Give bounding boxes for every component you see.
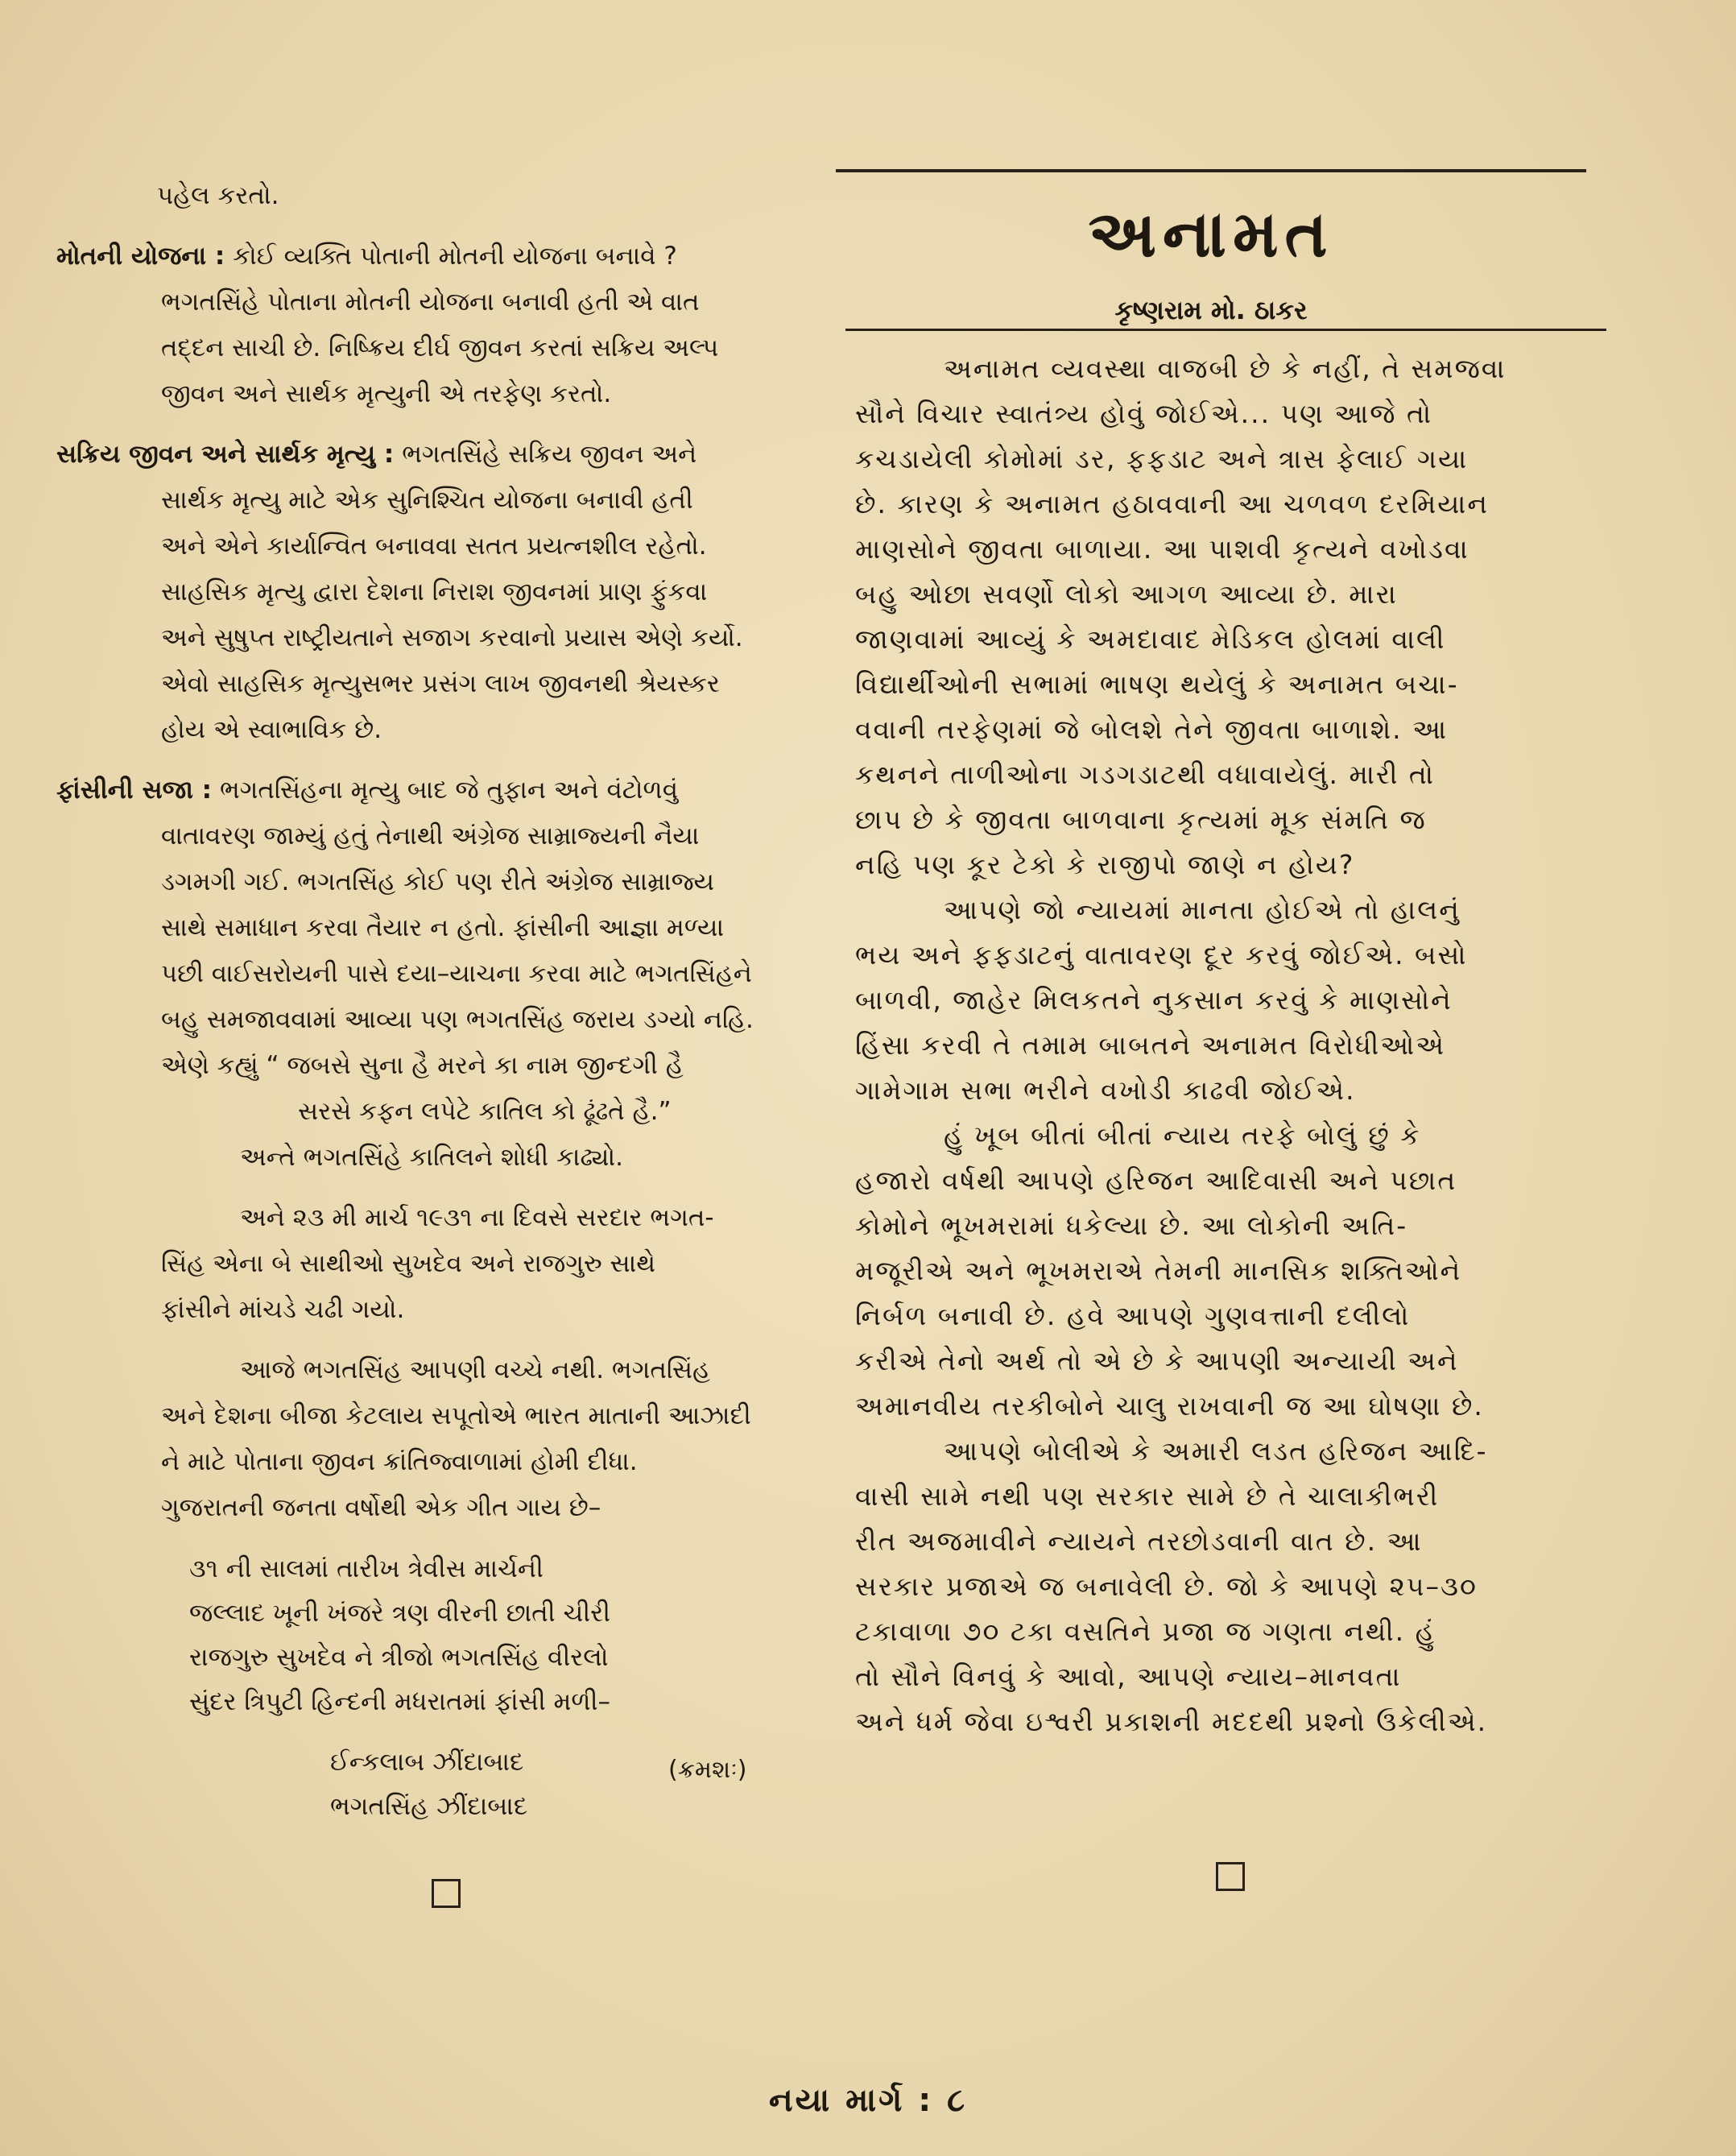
text-line: બાળવી, જાહેર મિલકતને નુકસાન કરવું કે માણસોને	[855, 984, 1453, 1016]
slogan-line: ભગતસિંહ ઝીંદાબાદ	[330, 1792, 528, 1821]
section-active-life	[56, 432, 805, 753]
text-line: અને ૨૩ મી માર્ચ ૧૯૩૧ ના દિવસે સરદાર ભગત-	[240, 1203, 714, 1232]
text-line: રીત અજમાવીને ન્યાયને તરછોડવાની વાત છે. આ	[855, 1525, 1423, 1557]
text-line: સરકાર પ્રજાએ જ બનાવેલી છે. જો કે આપણે ૨૫–૩૦	[855, 1570, 1478, 1602]
section-first-line: સક્રિય જીવન અને સાર્થક મૃત્યુ : ભગતસિંહે સક્રિય જીવન અને	[56, 440, 697, 469]
text-line: અને એને કાર્યાન્વિત બનાવવા સતત પ્રયત્નશીલ રહેતો.	[161, 532, 707, 561]
text-line: વાસી સામે નથી પણ સરકાર સામે છે તે ચાલાકીભરી	[855, 1480, 1440, 1512]
text-line: અને ધર્મ જેવા ઇશ્વરી પ્રકાશની મદદથી પ્રશ્નો ઉકેલીએ.	[855, 1706, 1488, 1737]
poem-line: ૩૧ ની સાલમાં તારીખ ત્રેવીસ માર્ચની	[189, 1554, 544, 1583]
text-line: સિંહ એના બે સાથીઓ સુખદેવ અને રાજગુરુ સાથે	[161, 1249, 656, 1278]
text-line: આજે ભગતસિંહ આપણી વચ્ચે નથી. ભગતસિંહ	[240, 1355, 711, 1384]
poem-line: સુંદર ત્રિપુટી હિન્દની મધરાતમાં ફાંસી મળી–	[189, 1687, 610, 1716]
text-line: સૌને વિચાર સ્વાતંત્ર્ય હોવું જોઈએ... પણ આજે તો	[855, 398, 1433, 429]
text-line: કચડાયેલી કોમોમાં ડર, ફફડાટ અને ત્રાસ ફેલાઈ ગયા	[855, 443, 1469, 474]
quote-end-line: સરસે કફન લપેટે કાતિલ કો ઢૂંઢતે હૈ.”	[298, 1097, 672, 1126]
section-death-plan	[56, 234, 805, 417]
right-column	[855, 346, 1596, 1744]
intro-line: પહેલ કરતો.	[157, 181, 279, 210]
poem-line: રાજગુરુ સુખદેવ ને ત્રીજો ભગતસિંહ વીરલો	[189, 1643, 609, 1672]
text-line: વવાની તરફેણમાં જે બોલશે તેને જીવતા બાળાશે. આ	[855, 714, 1449, 745]
text-line: નહિ પણ કૂર ટેકો કે રાજીપો જાણે ન હોય?	[855, 849, 1355, 880]
continued-label: (ક્રમશઃ)	[668, 1756, 747, 1784]
text-line: અને સુષુપ્ત રાષ્ટ્રીયતાને સજાગ કરવાનો પ્રયાસ એણે કર્યો.	[161, 623, 743, 652]
text-line: કથનને તાળીઓના ગડગડાટથી વધાવાયેલું. મારી તો	[855, 759, 1436, 790]
paragraph-march	[56, 1195, 805, 1333]
text-line: અન્તે ભગતસિંહે કાતિલને શોધી કાઢ્યો.	[240, 1143, 624, 1172]
slogans	[56, 1740, 805, 1829]
section-hanging	[56, 768, 805, 1181]
paragraph-today	[56, 1347, 805, 1531]
text-line: સાથે સમાધાન કરવા તૈયાર ન હતો. ફાંસીની આજ્ઞા મળ્યા	[161, 913, 725, 942]
text-line: અને દેશના બીજા કેટલાય સપૂતોએ ભારત માતાની આઝાદી	[161, 1401, 751, 1430]
text-line: નિર્બળ બનાવી છે. હવે આપણે ગુણવત્તાની દલીલો	[855, 1300, 1411, 1331]
paragraph-4	[855, 1429, 1596, 1744]
text-line: બહુ ઓછા સવર્ણો લોકો આગળ આવ્યા છે. મારા	[855, 578, 1398, 610]
article-title: અનામત	[1088, 196, 1334, 271]
poem-line: જલ્લાદ ખૂની ખંજરે ત્રણ વીરની છાતી ચીરી	[189, 1599, 611, 1628]
text-line: જીવન અને સાર્થક મૃત્યુની એ તરફેણ કરતો.	[161, 379, 612, 408]
text-line: સાહસિક મૃત્યુ દ્વારા દેશના નિરાશ જીવનમાં પ્રાણ ફુંકવા	[161, 577, 708, 606]
article-author: કૃષ્ણરામ મો. ઠાકર	[1114, 295, 1308, 325]
text-line: વિદ્યાર્થીઓની સભામાં ભાષણ થયેલું કે અનામત બચા-	[855, 668, 1459, 700]
text-line: છાપ છે કે જીવતા બાળવાના કૃત્યમાં મૂક સંમતિ જ	[855, 804, 1427, 835]
text-line: આપણે જો ન્યાયમાં માનતા હોઈએ તો હાલનું	[944, 894, 1461, 925]
text-line: હોય એ સ્વાભાવિક છે.	[161, 715, 382, 744]
text-line: અનામત વ્યવસ્થા વાજબી છે કે નહીં, તે સમજવા	[944, 353, 1507, 384]
text-line: ગામેગામ સભા ભરીને વખોડી કાઢવી જોઈએ.	[855, 1074, 1356, 1106]
section-term: ફાંસીની સજા :	[56, 776, 213, 805]
section-first-line: ફાંસીની સજા : ભગતસિંહના મૃત્યુ બાદ જે તુફાન અને વંટોળવું	[56, 776, 679, 805]
paragraph-3	[855, 1113, 1596, 1429]
text-line: જાણવામાં આવ્યું કે અમદાવાદ મેડિકલ હોલમાં વાલી	[855, 623, 1446, 655]
poem	[56, 1547, 805, 1724]
text-line: તદ્દન સાચી છે. નિષ્ક્રિય દીર્ઘ જીવન કરતાં સક્રિય અલ્પ	[161, 333, 719, 362]
text-line: કરીએ તેનો અર્થ તો એ છે કે આપણી અન્યાયી અને	[855, 1345, 1459, 1376]
text-line: પછી વાઈસરોયની પાસે દયા–યાચના કરવા માટે ભગતસિંહને	[161, 959, 752, 988]
slogan-line: ઈન્કલાબ ઝીંદાબાદ	[330, 1748, 524, 1777]
text-line: આપણે બોલીએ કે અમારી લડત હરિજન આદિ-	[944, 1435, 1488, 1467]
paragraph-2	[855, 888, 1596, 1113]
author-rule	[845, 329, 1606, 331]
section-term: સક્રિય જીવન અને સાર્થક મૃત્યુ :	[56, 440, 395, 469]
text-line: ટકાવાળા ૭૦ ટકા વસતિને પ્રજા જ ગણતા નથી. હું	[855, 1616, 1436, 1647]
text-line: છે. કારણ કે અનામત હઠાવવાની આ ચળવળ દરમિયાન	[855, 488, 1489, 519]
text-line: હિંસા કરવી તે તમામ બાબતને અનામત વિરોધીઓએ	[855, 1029, 1446, 1061]
text-line: વાતાવરણ જામ્યું હતું તેનાથી અંગ્રેજ સામ્રાજ્યની નૈયા	[161, 821, 700, 850]
text-line: મજૂરીએ અને ભૂખમરાએ તેમની માનસિક શક્તિઓને	[855, 1255, 1462, 1286]
text-line: ભય અને ફફડાટનું વાતાવરણ દૂર કરવું જોઈએ. બસો	[855, 939, 1468, 970]
top-rule	[836, 169, 1586, 172]
page-footer: નયા માર્ગ : ૮	[768, 2082, 968, 2119]
text-line: સાર્થક મૃત્યુ માટે એક સુનિશ્ચિત યોજના બનાવી હતી	[161, 486, 693, 515]
text-line: ડગમગી ગઈ. ભગતસિંહ કોઈ પણ રીતે અંગ્રેજ સામ્રાજ્ય	[161, 867, 714, 896]
text-line: એણે કહ્યું “ જબસે સુના હૈ મરને કા નામ જીન્દગી હૈ	[161, 1051, 684, 1080]
text-line: માણસોને જીવતા બાળાયા. આ પાશવી કૃત્યને વખોડવા	[855, 533, 1469, 565]
text-line: ને માટે પોતાના જીવન ક્રાંતિજ્વાળામાં હોમી દીધા.	[161, 1447, 638, 1476]
text-line: એવો સાહસિક મૃત્યુસભર પ્રસંગ લાખ જીવનથી શ્રેયસ્કર	[161, 669, 720, 698]
text-line: તો સૌને વિનવું કે આવો, આપણે ન્યાય–માનવતા	[855, 1661, 1402, 1692]
text-line: ગુજરાતની જનતા વર્ષોથી એક ગીત ગાય છે–	[161, 1493, 601, 1522]
text-line: ફાંસીને માંચડે ચઢી ગયો.	[161, 1295, 405, 1324]
text-line: અમાનવીય તરકીબોને ચાલુ રાખવાની જ આ ઘોષણા છે.	[855, 1390, 1484, 1421]
section-first-line: મોતની યોજના : કોઈ વ્યક્તિ પોતાની મોતની યોજના બનાવે ?	[56, 242, 677, 271]
end-box-icon	[432, 1879, 461, 1908]
text-line: હું ખૂબ બીતાં બીતાં ન્યાય તરફે બોલું છું કે	[944, 1119, 1421, 1151]
section-term: મોતની યોજના :	[56, 242, 225, 271]
text-line: ભગતસિંહે પોતાના મોતની યોજના બનાવી હતી એ વાત	[161, 288, 700, 317]
left-column	[56, 173, 805, 1829]
text-line: બહુ સમજાવવામાં આવ્યા પણ ભગતસિંહ જરાય ડગ્યો નહિ.	[161, 1005, 754, 1034]
text-line: કોમોને ભૂખમરામાં ધકેલ્યા છે. આ લોકોની અતિ-	[855, 1210, 1408, 1241]
paragraph-1	[855, 346, 1596, 888]
end-box-icon	[1216, 1862, 1245, 1891]
text-line: હજારો વર્ષથી આપણે હરિજન આદિવાસી અને પછાત	[855, 1165, 1457, 1196]
